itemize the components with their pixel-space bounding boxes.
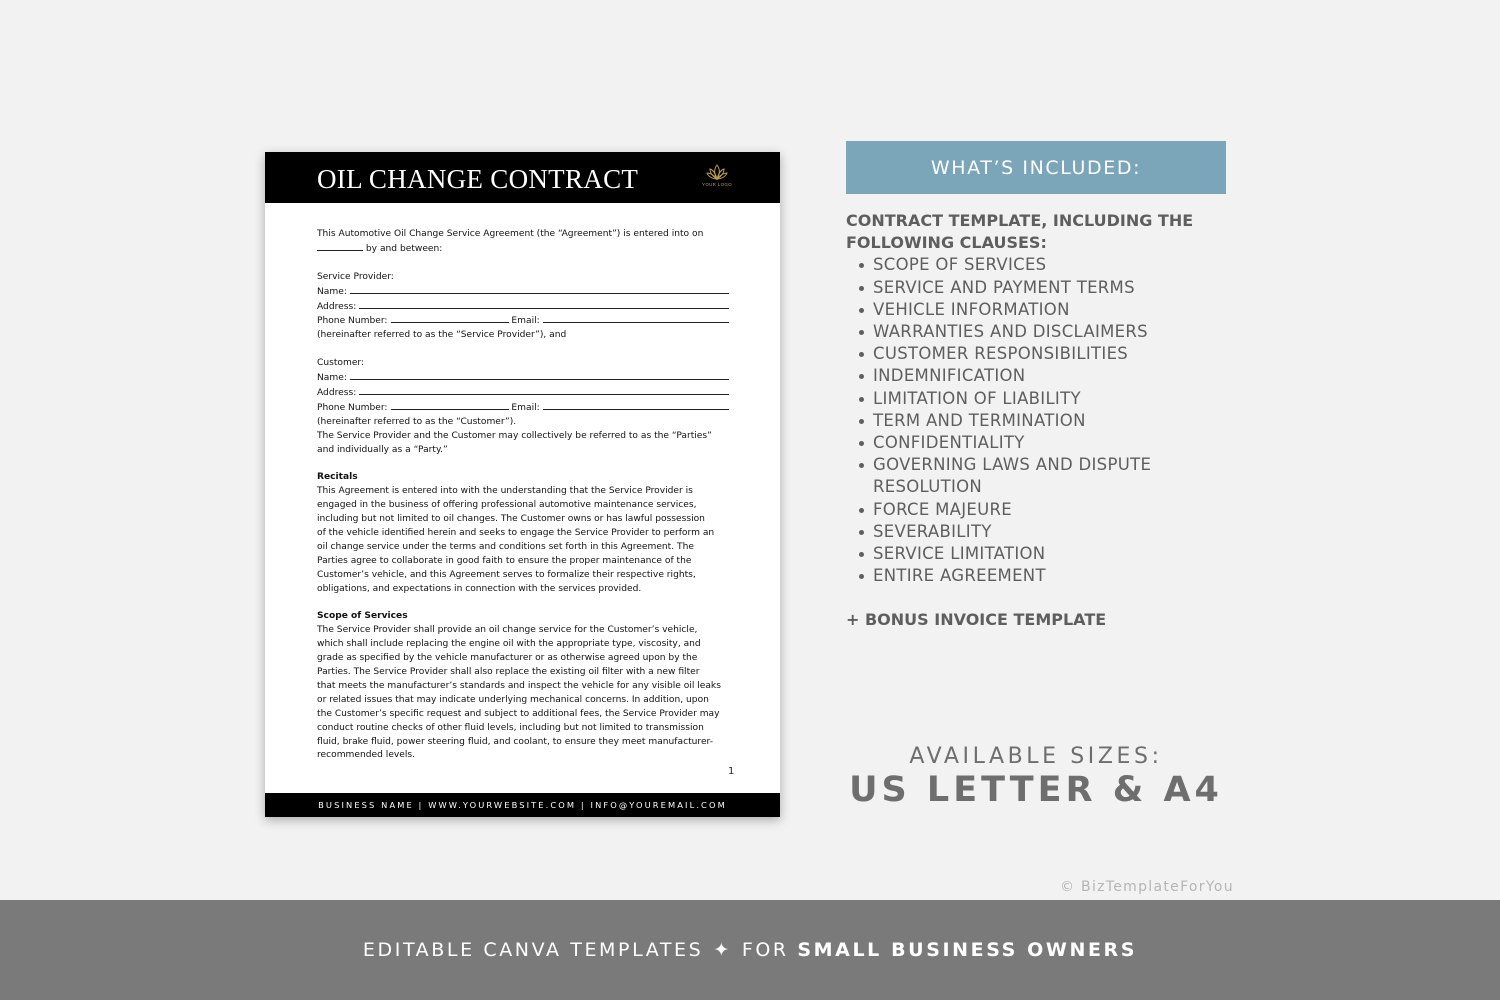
footer-contact-text: BUSINESS NAME | WWW.YOURWEBSITE.COM | INFO@YOUREMAIL.COM bbox=[318, 800, 727, 810]
clause-list-item: LIMITATION OF LIABILITY bbox=[857, 388, 1246, 410]
recitals-line: including but not limited to oil changes. The Customer owns or has lawful possession bbox=[317, 514, 705, 525]
provider-address-field: Address: bbox=[317, 300, 729, 315]
clause-list-item: CONFIDENTIALITY bbox=[857, 432, 1246, 454]
contract-document-preview bbox=[265, 152, 780, 817]
tagline-part-3: SMALL BUSINESS OWNERS bbox=[797, 939, 1138, 961]
recitals-line: Parties agree to collaborate in good faith to ensure the proper maintenance of the bbox=[317, 555, 692, 566]
scope-line: which shall include replacing the engine oil with the appropriate type, viscosity, and bbox=[317, 639, 701, 650]
clause-list-item: SERVICE LIMITATION bbox=[857, 543, 1246, 565]
scope-line: recommended levels. bbox=[317, 750, 416, 761]
clause-list-item: VEHICLE INFORMATION bbox=[857, 299, 1246, 321]
clause-list-item: INDEMNIFICATION bbox=[857, 365, 1246, 387]
clause-list-item: WARRANTIES AND DISCLAIMERS bbox=[857, 321, 1246, 343]
date-blank bbox=[317, 242, 363, 251]
scope-heading: Scope of Services bbox=[317, 611, 408, 622]
clauses-list bbox=[857, 254, 1246, 587]
included-features bbox=[846, 210, 1246, 632]
intro-line-2 bbox=[317, 242, 729, 257]
features-heading-line-1: CONTRACT TEMPLATE, INCLUDING THE bbox=[846, 211, 1194, 230]
clause-list-item: ENTIRE AGREEMENT bbox=[857, 565, 1246, 587]
recitals-line: Customer’s vehicle, and this Agreement serves to formalize their respective rights, bbox=[317, 569, 696, 580]
recitals-heading: Recitals bbox=[317, 472, 358, 483]
copyright-text: © BizTemplateForYou bbox=[1060, 879, 1234, 895]
lotus-logo-icon bbox=[701, 164, 733, 192]
parties-line-1: The Service Provider and the Customer may collectively be referred to as the “Parties” bbox=[317, 430, 712, 441]
customer-reference: (hereinafter referred to as the “Customer”). bbox=[317, 416, 517, 427]
tagline-part-1: EDITABLE CANVA TEMPLATES bbox=[362, 939, 704, 961]
customer-phone-email-field: Phone Number: Email: bbox=[317, 401, 729, 416]
scope-line: Parties. The Service Provider shall also replace the existing oil filter with a new filter bbox=[317, 667, 700, 678]
available-sizes-label: AVAILABLE SIZES: bbox=[909, 744, 1163, 769]
tagline-part-2: FOR bbox=[741, 939, 789, 961]
whats-included-label: WHAT’S INCLUDED: bbox=[930, 156, 1142, 179]
recitals-line: obligations, and expectations in connection with the services provided. bbox=[317, 583, 642, 594]
scope-line: the Customer’s specific request and subject to additional fees, the Service Provider may bbox=[317, 708, 720, 719]
available-sizes-value: US LETTER & A4 bbox=[849, 770, 1223, 810]
bottom-tagline-band bbox=[0, 900, 1500, 1000]
scope-line: fluid, brake fluid, power steering fluid, and coolant, to ensure they meet manufacturer- bbox=[317, 736, 713, 747]
logo-text: YOUR LOGO bbox=[702, 182, 732, 187]
clause-list-item: CUSTOMER RESPONSIBILITIES bbox=[857, 343, 1246, 365]
document-body bbox=[317, 228, 729, 763]
features-heading-line-2: FOLLOWING CLAUSES: bbox=[846, 233, 1047, 253]
parties-line-2: and individually as a “Party.” bbox=[317, 444, 448, 455]
clause-list-item: SERVICE AND PAYMENT TERMS bbox=[857, 277, 1246, 299]
provider-reference: (hereinafter referred to as the “Service Provider”), and bbox=[317, 330, 567, 341]
clause-list-item: FORCE MAJEURE bbox=[857, 499, 1246, 521]
scope-line: that meets the manufacturer’s standards and inspect the vehicle for any visible oil leaks bbox=[317, 680, 721, 691]
document-footer bbox=[265, 793, 780, 817]
document-header bbox=[265, 152, 780, 203]
sparkle-icon: ✦ bbox=[713, 939, 732, 961]
clause-list-item: SCOPE OF SERVICES bbox=[857, 254, 1246, 276]
scope-paragraph bbox=[317, 624, 729, 763]
customer-address-field: Address: bbox=[317, 386, 729, 401]
provider-phone-email-field: Phone Number: Email: bbox=[317, 314, 729, 329]
recitals-paragraph bbox=[317, 485, 729, 596]
customer-name-field: Name: bbox=[317, 371, 729, 386]
document-title: OIL CHANGE CONTRACT bbox=[317, 164, 639, 194]
lotus-icon bbox=[706, 164, 728, 181]
clause-list-item: TERM AND TERMINATION bbox=[857, 410, 1246, 432]
whats-included-banner bbox=[846, 141, 1226, 194]
page-number: 1 bbox=[728, 766, 735, 777]
provider-name-field: Name: bbox=[317, 285, 729, 300]
scope-line: conduct routine checks of other fluid levels, including but not limited to transmission bbox=[317, 722, 704, 733]
provider-heading: Service Provider: bbox=[317, 271, 394, 282]
scope-line: The Service Provider shall provide an oil change service for the Customer’s vehicle, bbox=[317, 625, 698, 636]
customer-heading: Customer: bbox=[317, 358, 365, 369]
recitals-line: This Agreement is entered into with the understanding that the Service Provider is bbox=[317, 486, 693, 497]
recitals-line: oil change service under the terms and conditions set forth in this Agreement. The bbox=[317, 541, 694, 552]
recitals-line: engaged in the business of offering professional automotive maintenance services, bbox=[317, 500, 697, 511]
intro-text-2: by and between: bbox=[365, 243, 443, 254]
intro-line-1: This Automotive Oil Change Service Agreement (the “Agreement”) is entered into on bbox=[317, 229, 704, 239]
clause-list-item: GOVERNING LAWS AND DISPUTE RESOLUTION bbox=[857, 454, 1246, 498]
scope-line: grade as specified by the vehicle manufacturer or as otherwise agreed upon by the bbox=[317, 653, 698, 664]
recitals-line: of the vehicle identified herein and seeks to engage the Service Provider to perform an bbox=[317, 527, 715, 538]
scope-line: or related issues that may indicate underlying mechanical concerns. In addition, upon bbox=[317, 694, 709, 705]
bonus-text: + BONUS INVOICE TEMPLATE bbox=[846, 610, 1107, 630]
clause-list-item: SEVERABILITY bbox=[857, 521, 1246, 543]
